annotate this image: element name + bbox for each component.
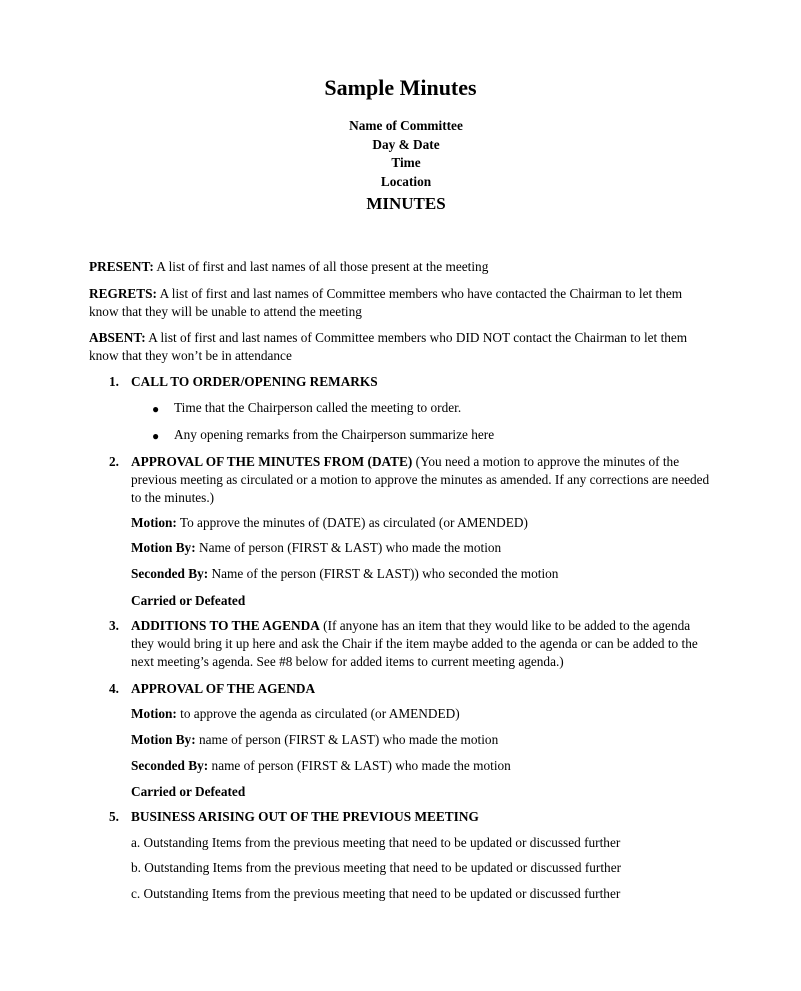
section-2-motion <box>131 514 716 532</box>
seconded-label: Seconded By: <box>131 758 209 773</box>
present-text: A list of first and last names of all those present at the meeting <box>153 259 489 274</box>
present-label: PRESENT: <box>89 259 154 274</box>
section-4-seconded-by <box>131 757 716 775</box>
section-1-number: 1. <box>109 374 119 389</box>
meeting-time: Time <box>391 155 421 170</box>
bullet-icon: ● <box>152 402 160 416</box>
section-5-item-a: a. Outstanding Items from the previous meeting that need to be updated or discussed further <box>131 835 621 850</box>
motion-label: Motion: <box>131 515 177 530</box>
motion-by-text: Name of person (FIRST & LAST) who made the motion <box>195 540 502 555</box>
section-4-motion-by <box>131 731 716 749</box>
absent-text: A list of first and last names of Committee members who DID NOT contact the Chairman to let them know that they won’t be in attendance <box>89 330 688 363</box>
motion-by-label: Motion By: <box>131 732 196 747</box>
section-4-motion <box>131 705 716 723</box>
motion-text: to approve the agenda as circulated (or AMENDED) <box>176 706 460 721</box>
regrets-text: A list of first and last names of Committee members who have contacted the Chairman to let them know that they will be unable to attend the meeting <box>89 286 683 319</box>
section-2-result: Carried or Defeated <box>131 593 246 608</box>
section-4-number: 4. <box>109 681 119 696</box>
section-1-bullet-2: Any opening remarks from the Chairperson summarize here <box>174 427 495 442</box>
section-2-paragraph <box>131 453 716 507</box>
section-2-seconded-by <box>131 565 716 583</box>
section-5-title: BUSINESS ARISING OUT OF THE PREVIOUS MEETING <box>131 809 479 824</box>
document-title: Sample Minutes <box>324 75 477 100</box>
section-1-bullet-1: Time that the Chairperson called the meeting to order. <box>174 400 462 415</box>
section-5-number: 5. <box>109 809 119 824</box>
seconded-text: name of person (FIRST & LAST) who made the motion <box>208 758 511 773</box>
minutes-heading: MINUTES <box>366 194 446 213</box>
section-3-paragraph <box>131 617 716 671</box>
seconded-label: Seconded By: <box>131 566 209 581</box>
section-2-motion-by <box>131 539 716 557</box>
section-4-result: Carried or Defeated <box>131 784 246 799</box>
section-2-number: 2. <box>109 454 119 469</box>
seconded-text: Name of the person (FIRST & LAST)) who seconded the motion <box>208 566 559 581</box>
absent-paragraph <box>89 329 709 365</box>
present-paragraph <box>89 258 709 276</box>
meeting-location: Location <box>380 174 432 189</box>
motion-by-label: Motion By: <box>131 540 196 555</box>
committee-name: Name of Committee <box>349 118 463 133</box>
absent-label: ABSENT: <box>89 330 146 345</box>
section-1-title: CALL TO ORDER/OPENING REMARKS <box>131 374 378 389</box>
section-3-text: (If anyone has an item that they would like to be added to the agenda they would bring it up here and ask the Chair if the item maybe added to the agenda or can be added to the next meeting’s agenda. See #8 below for added items to current meeting agenda.) <box>131 618 698 669</box>
section-3-title: ADDITIONS TO THE AGENDA <box>131 618 320 633</box>
section-2-title: APPROVAL OF THE MINUTES FROM (DATE) <box>131 454 413 469</box>
motion-by-text: name of person (FIRST & LAST) who made the motion <box>195 732 499 747</box>
section-5-item-b: b. Outstanding Items from the previous meeting that need to be updated or discussed further <box>131 860 622 875</box>
regrets-paragraph <box>89 285 709 321</box>
section-4-title: APPROVAL OF THE AGENDA <box>131 681 316 696</box>
meeting-date: Day & Date <box>372 137 440 152</box>
section-5-item-c: c. Outstanding Items from the previous meeting that need to be updated or discussed further <box>131 886 621 901</box>
section-3-number: 3. <box>109 618 119 633</box>
bullet-icon: ● <box>152 429 160 443</box>
section-2-text: (You need a motion to approve the minutes of the previous meeting as circulated or a motion to approve the minutes as amended. If any corrections are needed to the minutes.) <box>131 454 710 505</box>
regrets-label: REGRETS: <box>89 286 157 301</box>
motion-label: Motion: <box>131 706 177 721</box>
motion-text: To approve the minutes of (DATE) as circulated (or AMENDED) <box>176 515 528 530</box>
